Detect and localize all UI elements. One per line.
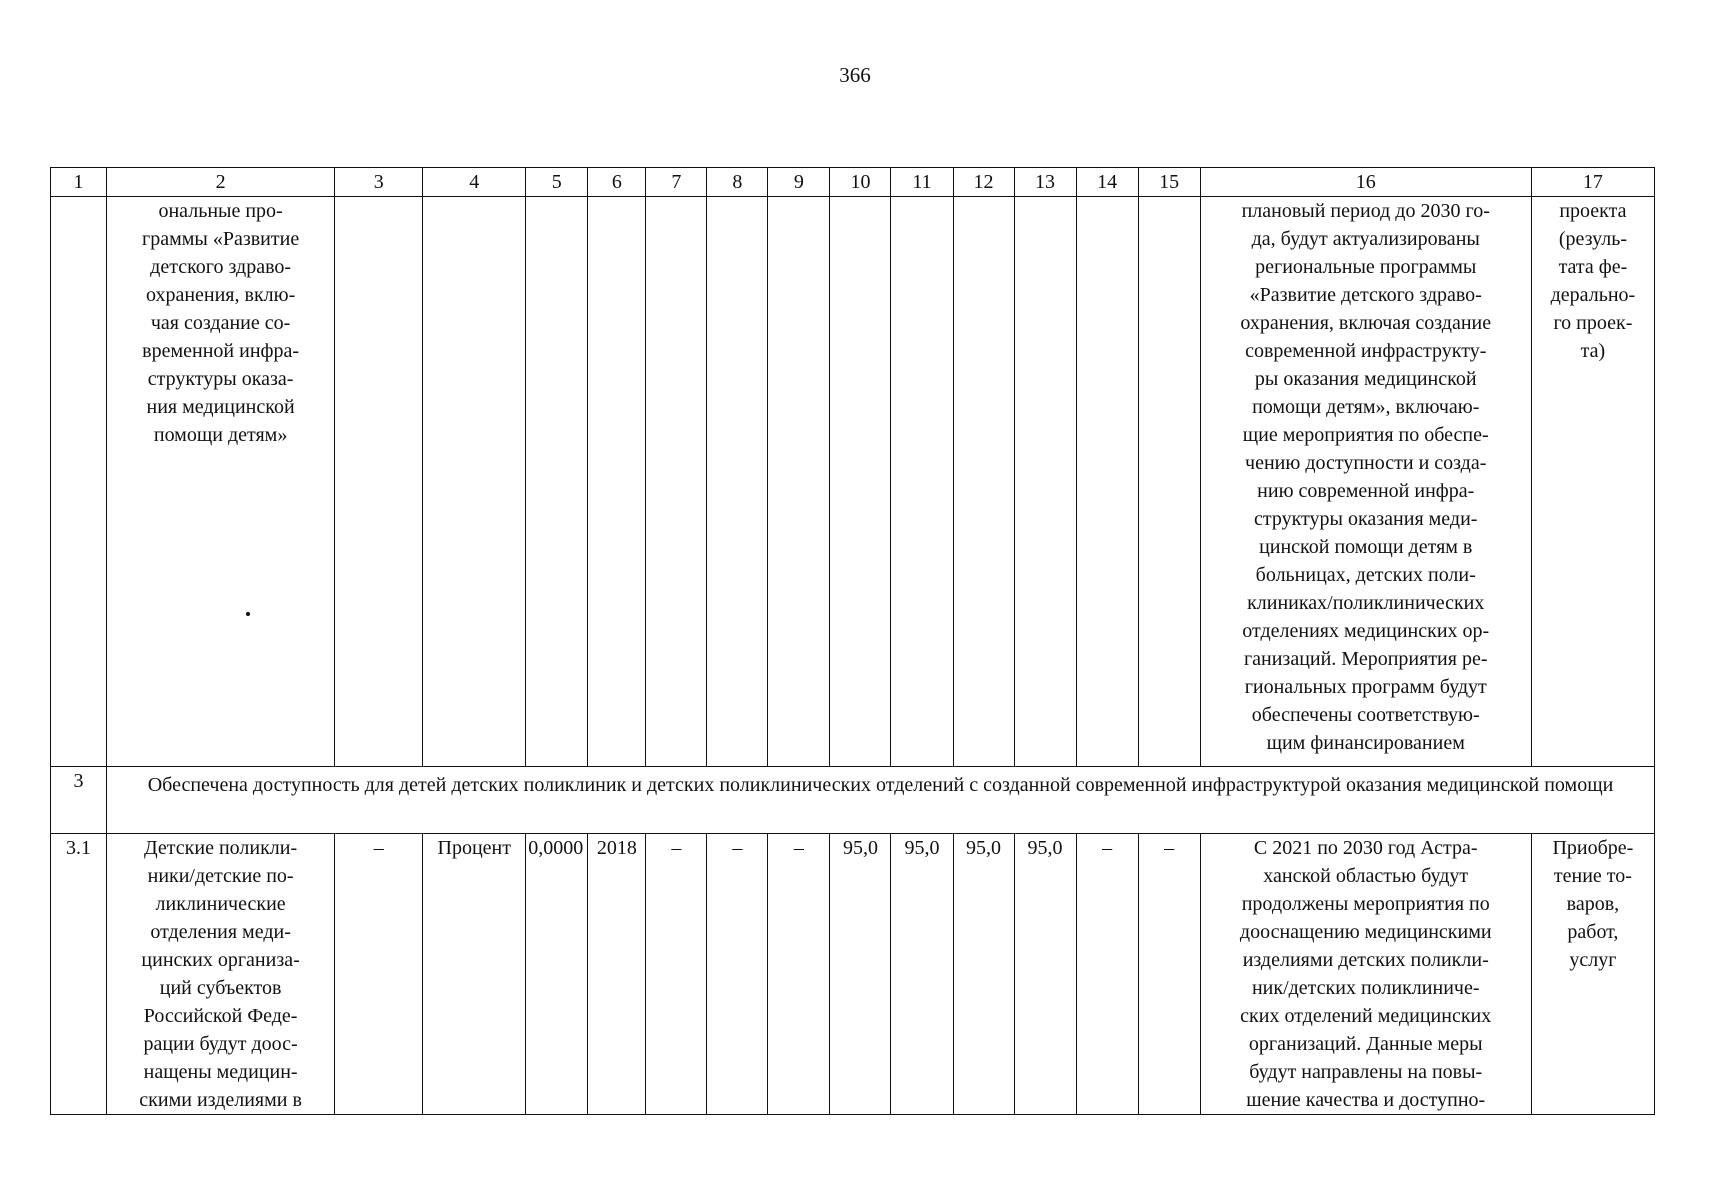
value-cell: 95,0 <box>891 834 953 1115</box>
header-cell: 12 <box>953 168 1014 197</box>
table-row <box>51 834 1655 1115</box>
table-row <box>51 197 1655 767</box>
header-cell: 4 <box>423 168 526 197</box>
table-header-row <box>51 168 1655 197</box>
table-cell: – <box>768 834 830 1115</box>
value-cell: 95,0 <box>830 834 891 1115</box>
base-value-cell: 0,0000 <box>526 834 588 1115</box>
table-cell <box>768 197 830 767</box>
table-cell <box>1076 197 1138 767</box>
header-cell: 5 <box>526 168 588 197</box>
measure-description-cell: ональные про- граммы «Развитие детского здраво- охранения, вклю- чая создание со- временной инфра- структуры оказа- ния медицинской помощи детям» <box>107 197 335 767</box>
section-number: 3 <box>51 767 107 834</box>
table-cell <box>1014 197 1076 767</box>
page-number: 366 <box>839 63 871 87</box>
header-cell: 14 <box>1076 168 1138 197</box>
header-cell: 7 <box>646 168 707 197</box>
section-row <box>51 767 1655 834</box>
table-cell <box>335 197 423 767</box>
header-cell: 6 <box>588 168 646 197</box>
header-cell: 16 <box>1200 168 1531 197</box>
row-number: 3.1 <box>51 834 107 1115</box>
header-cell: 17 <box>1531 168 1654 197</box>
table-cell: – <box>707 834 768 1115</box>
header-cell: 13 <box>1014 168 1076 197</box>
table-cell <box>707 197 768 767</box>
value-cell: 95,0 <box>953 834 1014 1115</box>
header-cell: 1 <box>51 168 107 197</box>
scan-speck <box>246 612 250 616</box>
table-cell: – <box>1076 834 1138 1115</box>
header-cell: 2 <box>107 168 335 197</box>
table-cell <box>891 197 953 767</box>
explanation-cell: С 2021 по 2030 год Астра- ханской областью будут продолжены мероприятия по дооснащению медицинскими изделиями детских поликли- ник/детских поликлиниче- ских отделений медицинских организаций. Данные меры будут направлены на повы- шение качества и доступно- <box>1200 834 1531 1115</box>
table-cell <box>1138 197 1200 767</box>
header-cell: 3 <box>335 168 423 197</box>
table-cell: – <box>335 834 423 1115</box>
unit-cell: Процент <box>423 834 526 1115</box>
table-cell <box>830 197 891 767</box>
value-cell: 95,0 <box>1014 834 1076 1115</box>
section-title: Обеспечена доступность для детей детских поликлиник и детских поликлинических отделений с созданной современной инфраструктурой оказания медицинской помощи <box>107 767 1655 834</box>
header-cell: 15 <box>1138 168 1200 197</box>
header-cell: 9 <box>768 168 830 197</box>
header-cell: 11 <box>891 168 953 197</box>
table-cell <box>51 197 107 767</box>
plan-table <box>50 167 1655 1115</box>
explanation-cell: плановый период до 2030 го- да, будут актуализированы региональные программы «Развитие детского здраво- охранения, включая создание современной инфраструкту- ры оказания медицинской помощи детям», включаю- щие мероприятия по обеспе- чению доступности и созда- нию современной инфра- структуры оказания меди- цинской помощи детям в больницах, детских поли- клиниках/поликлинических отделениях медицинских ор- ганизаций. Мероприятия ре- гиональных программ будут обеспечены соответствую- щим финансированием <box>1200 197 1531 767</box>
table-cell <box>423 197 526 767</box>
table-cell <box>526 197 588 767</box>
header-cell: 10 <box>830 168 891 197</box>
measure-description-cell: Детские поликли- ники/детские по- ликлинические отделения меди- цинских организа- ций субъектов Российской Феде- рации будут доос- нащены медицин- скими изделиями в <box>107 834 335 1115</box>
table-cell: – <box>1138 834 1200 1115</box>
table-cell <box>646 197 707 767</box>
table-cell <box>588 197 646 767</box>
note-cell: проекта (резуль- тата фе- дерально- го проек- та) <box>1531 197 1654 767</box>
base-year-cell: 2018 <box>588 834 646 1115</box>
table-cell <box>953 197 1014 767</box>
header-cell: 8 <box>707 168 768 197</box>
note-cell: Приобре- тение то- варов, работ, услуг <box>1531 834 1654 1115</box>
table-cell: – <box>646 834 707 1115</box>
